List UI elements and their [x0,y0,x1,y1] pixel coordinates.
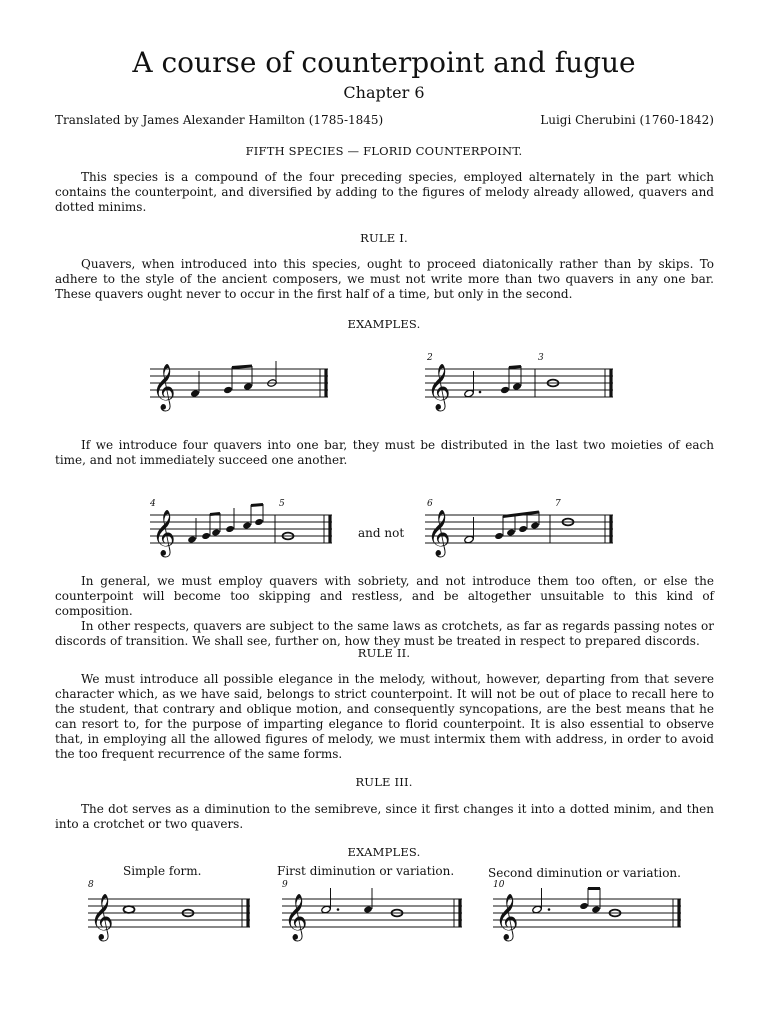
beam [232,366,252,368]
examples-heading-1: EXAMPLES. [347,317,421,331]
chapter-subtitle: Chapter 6 [343,83,425,102]
author-credit: Luigi Cherubini (1760-1842) [540,113,714,127]
treble-clef-icon: 𝄞 [90,894,114,940]
caption-simple-form: Simple form. [123,864,202,878]
dot [479,391,482,394]
rule-1-paragraph [55,257,714,302]
page-title: A course of counterpoint and fugue [132,46,636,79]
rule-2-text: We must introduce all possible elegance in the melody, without, however, departing from that severe character which, as we have said, belongs to strict counterpoint. It will not be out of place to recall here to the student, that contrary and oblique motion, and consequently syncopations, are the best means that he can resort to, for the purpose of imparting elegance to florid counterpoint. It is also essential to observe that, in employing all the allowed figures of melody, we must intermix them with address, in order to avoid the too frequent recurrence of the same forms. [55,672,714,761]
semibreve-note [124,906,135,913]
intro-text: This species is a compound of the four preceding species, employed alternately in the part which contains the counterpoint, and diversified by adding to the figures of melody already allowed, quavers and dotted minims. [55,170,714,214]
examples-heading-2: EXAMPLES. [347,845,421,859]
rule-1-followup-text: If we introduce four quavers into one bar, they must be distributed in the last two moieties of each time, and not immediately succeed one another. [55,438,714,467]
and-not-label: and not [358,526,405,540]
measure-number: 9 [282,880,288,890]
treble-clef-icon: 𝄞 [427,364,451,410]
section-heading: FIFTH SPECIES — FLORID COUNTERPOINT. [245,144,523,158]
translator-credit: Translated by James Alexander Hamilton (1785-1845) [55,113,384,127]
rule-2-heading: RULE II. [357,646,411,660]
measure-number: 3 [538,353,544,363]
music-example-6 [282,878,467,938]
rule-1-followup [55,438,714,468]
dotted-minim-note [464,389,474,398]
general-text-2: In other respects, quavers are subject to the same laws as crotchets, as far as regards passing notes or discords of transition. We shall see, further on, how they must be treated in respect to prepared discords. [55,619,714,648]
measure-number: 7 [555,499,561,509]
treble-clef-icon: 𝄞 [495,894,519,940]
crotchet-note [363,905,373,913]
music-example-2 [425,350,625,415]
measure-number: 6 [427,499,433,509]
general-text-1: In general, we must employ quavers with sobriety, and not introduce them too often, or else the counterpoint will become too skipping and restless, and be altogether unsuitable to this kind of composition. [55,574,714,618]
treble-clef-icon: 𝄞 [427,510,451,556]
measure-number: 8 [88,880,94,890]
treble-clef-icon: 𝄞 [152,364,176,410]
treble-clef-icon: 𝄞 [152,510,176,556]
crotchet-note [190,389,200,398]
rule-3-heading: RULE III. [355,775,413,789]
caption-second-diminution: Second diminution or variation. [488,866,681,880]
music-example-3 [150,496,340,556]
quaver-note [243,382,253,391]
music-example-5 [88,878,258,938]
dotted-minim-note [321,905,331,914]
quaver-note [223,386,233,395]
rule-1-heading: RULE I. [360,231,408,245]
beam [509,367,521,368]
rule-1-text: Quavers, when introduced into this species, ought to proceed diatonically rather than by skips. To adhere to the style of the ancient composers, we must not write more than two quavers in any one bar. These quavers ought never to occur in the first half of a time, but only in the second. [55,257,714,301]
credits-line [55,113,714,127]
caption-first-diminution: First diminution or variation. [277,864,455,878]
intro-paragraph [55,170,714,215]
music-example-4 [425,496,625,556]
rule-3-paragraph [55,802,714,832]
measure-number: 4 [150,499,156,509]
measure-number: 5 [279,499,285,509]
measure-number: 2 [427,353,433,363]
measure-number: 10 [493,880,505,890]
music-example-7 [493,878,688,938]
rule-3-text: The dot serves as a diminution to the semibreve, since it first changes it into a dotted minim, and then into a crotchet or two quavers. [55,802,714,831]
general-paragraphs [55,574,714,649]
staff-lines [150,369,328,397]
rule-2-paragraph [55,672,714,762]
music-example-1 [150,355,340,415]
treble-clef-icon: 𝄞 [284,894,308,940]
